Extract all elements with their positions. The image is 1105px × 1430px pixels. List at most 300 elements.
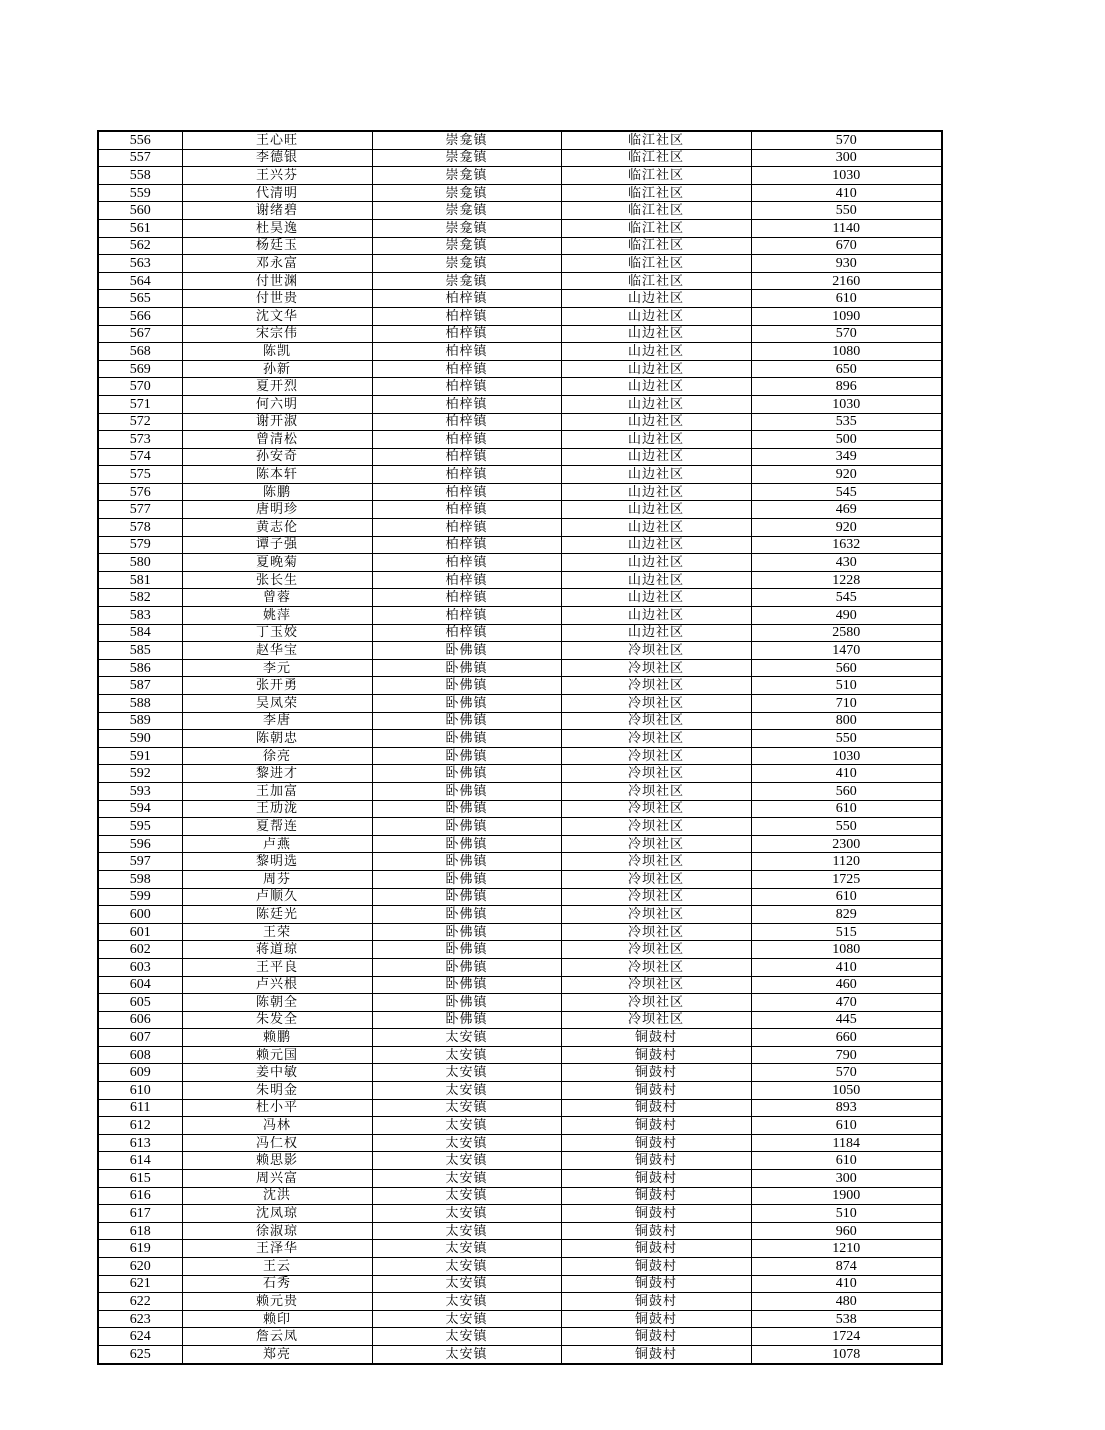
row-number-cell: 571 <box>98 395 182 413</box>
town-cell: 崇龛镇 <box>372 272 561 290</box>
town-cell: 太安镇 <box>372 1134 561 1152</box>
amount-cell: 510 <box>751 1205 942 1223</box>
table-row <box>98 431 942 449</box>
name-cell: 付世贵 <box>182 290 372 308</box>
town-cell: 太安镇 <box>372 1170 561 1188</box>
row-number-cell: 568 <box>98 343 182 361</box>
table-row <box>98 800 942 818</box>
town-cell: 卧佛镇 <box>372 730 561 748</box>
row-number-cell: 613 <box>98 1134 182 1152</box>
community-cell: 铜鼓村 <box>561 1064 751 1082</box>
name-cell: 徐淑琼 <box>182 1222 372 1240</box>
amount-cell: 2580 <box>751 624 942 642</box>
table-row <box>98 290 942 308</box>
row-number-cell: 594 <box>98 800 182 818</box>
amount-cell: 410 <box>751 1275 942 1293</box>
town-cell: 太安镇 <box>372 1064 561 1082</box>
table-row <box>98 131 942 149</box>
row-number-cell: 580 <box>98 554 182 572</box>
name-cell: 朱发全 <box>182 1011 372 1029</box>
community-cell: 冷坝社区 <box>561 677 751 695</box>
row-number-cell: 574 <box>98 448 182 466</box>
amount-cell: 1050 <box>751 1082 942 1100</box>
amount-cell: 560 <box>751 659 942 677</box>
name-cell: 赖元贵 <box>182 1293 372 1311</box>
name-cell: 赵华宝 <box>182 642 372 660</box>
amount-cell: 410 <box>751 184 942 202</box>
name-cell: 赖元国 <box>182 1046 372 1064</box>
row-number-cell: 567 <box>98 325 182 343</box>
town-cell: 崇龛镇 <box>372 131 561 149</box>
table-row <box>98 677 942 695</box>
table-row <box>98 589 942 607</box>
amount-cell: 1080 <box>751 941 942 959</box>
amount-cell: 500 <box>751 431 942 449</box>
table-row <box>98 1222 942 1240</box>
table-row <box>98 1152 942 1170</box>
town-cell: 柏梓镇 <box>372 343 561 361</box>
community-cell: 山边社区 <box>561 413 751 431</box>
table-row <box>98 448 942 466</box>
amount-cell: 1090 <box>751 307 942 325</box>
town-cell: 太安镇 <box>372 1345 561 1363</box>
row-number-cell: 620 <box>98 1258 182 1276</box>
town-cell: 柏梓镇 <box>372 519 561 537</box>
town-cell: 柏梓镇 <box>372 360 561 378</box>
name-cell: 郑亮 <box>182 1345 372 1363</box>
row-number-cell: 610 <box>98 1082 182 1100</box>
row-number-cell: 602 <box>98 941 182 959</box>
name-cell: 王荣 <box>182 923 372 941</box>
name-cell: 王云 <box>182 1258 372 1276</box>
table-row <box>98 255 942 273</box>
town-cell: 柏梓镇 <box>372 501 561 519</box>
amount-cell: 2160 <box>751 272 942 290</box>
row-number-cell: 624 <box>98 1328 182 1346</box>
community-cell: 冷坝社区 <box>561 976 751 994</box>
town-cell: 崇龛镇 <box>372 255 561 273</box>
name-cell: 王兴芬 <box>182 167 372 185</box>
amount-cell: 550 <box>751 730 942 748</box>
row-number-cell: 565 <box>98 290 182 308</box>
community-cell: 山边社区 <box>561 589 751 607</box>
name-cell: 蒋道琼 <box>182 941 372 959</box>
table-row <box>98 782 942 800</box>
name-cell: 谢开淑 <box>182 413 372 431</box>
table-row <box>98 659 942 677</box>
community-cell: 山边社区 <box>561 536 751 554</box>
table-row <box>98 1258 942 1276</box>
town-cell: 崇龛镇 <box>372 149 561 167</box>
amount-cell: 1030 <box>751 747 942 765</box>
row-number-cell: 579 <box>98 536 182 554</box>
town-cell: 太安镇 <box>372 1205 561 1223</box>
table-row <box>98 1170 942 1188</box>
name-cell: 沈文华 <box>182 307 372 325</box>
town-cell: 卧佛镇 <box>372 782 561 800</box>
amount-cell: 570 <box>751 325 942 343</box>
amount-cell: 874 <box>751 1258 942 1276</box>
table-row <box>98 536 942 554</box>
row-number-cell: 606 <box>98 1011 182 1029</box>
town-cell: 柏梓镇 <box>372 325 561 343</box>
name-cell: 宋宗伟 <box>182 325 372 343</box>
table-row <box>98 149 942 167</box>
row-number-cell: 604 <box>98 976 182 994</box>
table-row <box>98 237 942 255</box>
amount-cell: 610 <box>751 290 942 308</box>
name-cell: 谭子强 <box>182 536 372 554</box>
amount-cell: 1725 <box>751 870 942 888</box>
amount-cell: 515 <box>751 923 942 941</box>
row-number-cell: 586 <box>98 659 182 677</box>
community-cell: 铜鼓村 <box>561 1293 751 1311</box>
row-number-cell: 572 <box>98 413 182 431</box>
community-cell: 铜鼓村 <box>561 1240 751 1258</box>
table-row <box>98 765 942 783</box>
community-cell: 冷坝社区 <box>561 782 751 800</box>
row-number-cell: 563 <box>98 255 182 273</box>
community-cell: 临江社区 <box>561 167 751 185</box>
town-cell: 卧佛镇 <box>372 958 561 976</box>
community-cell: 冷坝社区 <box>561 712 751 730</box>
town-cell: 卧佛镇 <box>372 712 561 730</box>
amount-cell: 470 <box>751 994 942 1012</box>
name-cell: 王泽华 <box>182 1240 372 1258</box>
row-number-cell: 564 <box>98 272 182 290</box>
town-cell: 崇龛镇 <box>372 219 561 237</box>
community-cell: 临江社区 <box>561 237 751 255</box>
community-cell: 铜鼓村 <box>561 1117 751 1135</box>
amount-cell: 1120 <box>751 853 942 871</box>
amount-cell: 550 <box>751 818 942 836</box>
name-cell: 朱明金 <box>182 1082 372 1100</box>
amount-cell: 1030 <box>751 167 942 185</box>
name-cell: 冯仁权 <box>182 1134 372 1152</box>
table-row <box>98 1293 942 1311</box>
table-row <box>98 906 942 924</box>
name-cell: 何六明 <box>182 395 372 413</box>
table-row <box>98 325 942 343</box>
table-body <box>98 131 942 1364</box>
town-cell: 卧佛镇 <box>372 853 561 871</box>
table-row <box>98 888 942 906</box>
town-cell: 太安镇 <box>372 1258 561 1276</box>
community-cell: 冷坝社区 <box>561 730 751 748</box>
community-cell: 冷坝社区 <box>561 1011 751 1029</box>
amount-cell: 610 <box>751 1152 942 1170</box>
town-cell: 卧佛镇 <box>372 835 561 853</box>
amount-cell: 710 <box>751 695 942 713</box>
amount-cell: 1228 <box>751 571 942 589</box>
community-cell: 冷坝社区 <box>561 765 751 783</box>
name-cell: 陈朝全 <box>182 994 372 1012</box>
amount-cell: 300 <box>751 1170 942 1188</box>
name-cell: 谢绪碧 <box>182 202 372 220</box>
row-number-cell: 623 <box>98 1310 182 1328</box>
community-cell: 山边社区 <box>561 571 751 589</box>
community-cell: 山边社区 <box>561 395 751 413</box>
community-cell: 山边社区 <box>561 607 751 625</box>
name-cell: 李元 <box>182 659 372 677</box>
amount-cell: 300 <box>751 149 942 167</box>
table-row <box>98 624 942 642</box>
name-cell: 詹云凤 <box>182 1328 372 1346</box>
row-number-cell: 608 <box>98 1046 182 1064</box>
community-cell: 临江社区 <box>561 184 751 202</box>
town-cell: 太安镇 <box>372 1152 561 1170</box>
table-row <box>98 818 942 836</box>
table-row <box>98 1205 942 1223</box>
community-cell: 山边社区 <box>561 501 751 519</box>
community-cell: 铜鼓村 <box>561 1082 751 1100</box>
row-number-cell: 588 <box>98 695 182 713</box>
town-cell: 卧佛镇 <box>372 659 561 677</box>
name-cell: 黎明选 <box>182 853 372 871</box>
community-cell: 临江社区 <box>561 272 751 290</box>
row-number-cell: 585 <box>98 642 182 660</box>
community-cell: 冷坝社区 <box>561 870 751 888</box>
row-number-cell: 622 <box>98 1293 182 1311</box>
community-cell: 山边社区 <box>561 325 751 343</box>
table-row <box>98 466 942 484</box>
town-cell: 柏梓镇 <box>372 448 561 466</box>
table-row <box>98 519 942 537</box>
community-cell: 山边社区 <box>561 483 751 501</box>
amount-cell: 790 <box>751 1046 942 1064</box>
community-cell: 铜鼓村 <box>561 1275 751 1293</box>
table-row <box>98 360 942 378</box>
name-cell: 黄志伦 <box>182 519 372 537</box>
table-row <box>98 607 942 625</box>
amount-cell: 930 <box>751 255 942 273</box>
table-row <box>98 1011 942 1029</box>
table-row <box>98 1275 942 1293</box>
amount-cell: 570 <box>751 1064 942 1082</box>
row-number-cell: 578 <box>98 519 182 537</box>
community-cell: 山边社区 <box>561 307 751 325</box>
name-cell: 张开勇 <box>182 677 372 695</box>
town-cell: 柏梓镇 <box>372 413 561 431</box>
table-row <box>98 219 942 237</box>
row-number-cell: 576 <box>98 483 182 501</box>
table-row <box>98 1187 942 1205</box>
town-cell: 卧佛镇 <box>372 976 561 994</box>
table-row <box>98 571 942 589</box>
community-cell: 山边社区 <box>561 448 751 466</box>
amount-cell: 670 <box>751 237 942 255</box>
amount-cell: 545 <box>751 483 942 501</box>
amount-cell: 410 <box>751 958 942 976</box>
table-row <box>98 1328 942 1346</box>
table-row <box>98 695 942 713</box>
amount-cell: 430 <box>751 554 942 572</box>
row-number-cell: 621 <box>98 1275 182 1293</box>
row-number-cell: 559 <box>98 184 182 202</box>
town-cell: 太安镇 <box>372 1046 561 1064</box>
name-cell: 周兴富 <box>182 1170 372 1188</box>
town-cell: 太安镇 <box>372 1293 561 1311</box>
amount-cell: 538 <box>751 1310 942 1328</box>
row-number-cell: 557 <box>98 149 182 167</box>
town-cell: 卧佛镇 <box>372 870 561 888</box>
community-cell: 铜鼓村 <box>561 1310 751 1328</box>
name-cell: 黎进才 <box>182 765 372 783</box>
data-table <box>97 130 943 1365</box>
name-cell: 陈鹏 <box>182 483 372 501</box>
row-number-cell: 556 <box>98 131 182 149</box>
amount-cell: 550 <box>751 202 942 220</box>
amount-cell: 920 <box>751 466 942 484</box>
amount-cell: 650 <box>751 360 942 378</box>
table-row <box>98 202 942 220</box>
town-cell: 卧佛镇 <box>372 642 561 660</box>
amount-cell: 1724 <box>751 1328 942 1346</box>
community-cell: 山边社区 <box>561 554 751 572</box>
amount-cell: 410 <box>751 765 942 783</box>
amount-cell: 349 <box>751 448 942 466</box>
table-row <box>98 1064 942 1082</box>
community-cell: 冷坝社区 <box>561 800 751 818</box>
name-cell: 姜中敏 <box>182 1064 372 1082</box>
table-row <box>98 501 942 519</box>
amount-cell: 1632 <box>751 536 942 554</box>
community-cell: 铜鼓村 <box>561 1046 751 1064</box>
town-cell: 卧佛镇 <box>372 888 561 906</box>
town-cell: 崇龛镇 <box>372 202 561 220</box>
row-number-cell: 561 <box>98 219 182 237</box>
row-number-cell: 601 <box>98 923 182 941</box>
name-cell: 赖思影 <box>182 1152 372 1170</box>
town-cell: 太安镇 <box>372 1082 561 1100</box>
town-cell: 卧佛镇 <box>372 695 561 713</box>
table-row <box>98 554 942 572</box>
community-cell: 冷坝社区 <box>561 818 751 836</box>
row-number-cell: 592 <box>98 765 182 783</box>
amount-cell: 1140 <box>751 219 942 237</box>
name-cell: 赖鹏 <box>182 1029 372 1047</box>
row-number-cell: 609 <box>98 1064 182 1082</box>
community-cell: 铜鼓村 <box>561 1099 751 1117</box>
row-number-cell: 575 <box>98 466 182 484</box>
town-cell: 柏梓镇 <box>372 378 561 396</box>
community-cell: 铜鼓村 <box>561 1152 751 1170</box>
community-cell: 临江社区 <box>561 255 751 273</box>
town-cell: 卧佛镇 <box>372 994 561 1012</box>
town-cell: 柏梓镇 <box>372 307 561 325</box>
table-row <box>98 1029 942 1047</box>
community-cell: 铜鼓村 <box>561 1205 751 1223</box>
community-cell: 铜鼓村 <box>561 1029 751 1047</box>
amount-cell: 460 <box>751 976 942 994</box>
community-cell: 铜鼓村 <box>561 1328 751 1346</box>
table-row <box>98 378 942 396</box>
town-cell: 卧佛镇 <box>372 818 561 836</box>
amount-cell: 445 <box>751 1011 942 1029</box>
amount-cell: 1210 <box>751 1240 942 1258</box>
name-cell: 李德银 <box>182 149 372 167</box>
row-number-cell: 614 <box>98 1152 182 1170</box>
name-cell: 陈本轩 <box>182 466 372 484</box>
row-number-cell: 560 <box>98 202 182 220</box>
row-number-cell: 599 <box>98 888 182 906</box>
name-cell: 石秀 <box>182 1275 372 1293</box>
town-cell: 卧佛镇 <box>372 765 561 783</box>
name-cell: 邓永富 <box>182 255 372 273</box>
name-cell: 曾清松 <box>182 431 372 449</box>
table-row <box>98 730 942 748</box>
town-cell: 太安镇 <box>372 1222 561 1240</box>
name-cell: 王劢泷 <box>182 800 372 818</box>
table-row <box>98 343 942 361</box>
community-cell: 冷坝社区 <box>561 958 751 976</box>
row-number-cell: 596 <box>98 835 182 853</box>
community-cell: 山边社区 <box>561 624 751 642</box>
amount-cell: 490 <box>751 607 942 625</box>
community-cell: 冷坝社区 <box>561 835 751 853</box>
row-number-cell: 577 <box>98 501 182 519</box>
community-cell: 铜鼓村 <box>561 1170 751 1188</box>
name-cell: 夏晚菊 <box>182 554 372 572</box>
town-cell: 柏梓镇 <box>372 571 561 589</box>
table-row <box>98 184 942 202</box>
name-cell: 卢顺久 <box>182 888 372 906</box>
amount-cell: 660 <box>751 1029 942 1047</box>
name-cell: 沈凤琼 <box>182 1205 372 1223</box>
town-cell: 太安镇 <box>372 1187 561 1205</box>
name-cell: 徐亮 <box>182 747 372 765</box>
amount-cell: 2300 <box>751 835 942 853</box>
town-cell: 太安镇 <box>372 1328 561 1346</box>
name-cell: 杜小平 <box>182 1099 372 1117</box>
row-number-cell: 593 <box>98 782 182 800</box>
town-cell: 卧佛镇 <box>372 800 561 818</box>
table-row <box>98 1134 942 1152</box>
town-cell: 崇龛镇 <box>372 184 561 202</box>
table-row <box>98 483 942 501</box>
town-cell: 太安镇 <box>372 1240 561 1258</box>
amount-cell: 480 <box>751 1293 942 1311</box>
table-row <box>98 1099 942 1117</box>
community-cell: 山边社区 <box>561 466 751 484</box>
community-cell: 山边社区 <box>561 290 751 308</box>
row-number-cell: 595 <box>98 818 182 836</box>
amount-cell: 829 <box>751 906 942 924</box>
name-cell: 孙新 <box>182 360 372 378</box>
table-row <box>98 413 942 431</box>
amount-cell: 1078 <box>751 1345 942 1363</box>
table-row <box>98 923 942 941</box>
name-cell: 代清明 <box>182 184 372 202</box>
name-cell: 周芬 <box>182 870 372 888</box>
row-number-cell: 573 <box>98 431 182 449</box>
community-cell: 铜鼓村 <box>561 1222 751 1240</box>
amount-cell: 893 <box>751 1099 942 1117</box>
amount-cell: 1184 <box>751 1134 942 1152</box>
table-row <box>98 976 942 994</box>
town-cell: 太安镇 <box>372 1099 561 1117</box>
name-cell: 赖印 <box>182 1310 372 1328</box>
amount-cell: 510 <box>751 677 942 695</box>
amount-cell: 570 <box>751 131 942 149</box>
name-cell: 冯林 <box>182 1117 372 1135</box>
name-cell: 沈洪 <box>182 1187 372 1205</box>
row-number-cell: 566 <box>98 307 182 325</box>
name-cell: 陈朝忠 <box>182 730 372 748</box>
community-cell: 冷坝社区 <box>561 659 751 677</box>
amount-cell: 610 <box>751 888 942 906</box>
community-cell: 山边社区 <box>561 343 751 361</box>
